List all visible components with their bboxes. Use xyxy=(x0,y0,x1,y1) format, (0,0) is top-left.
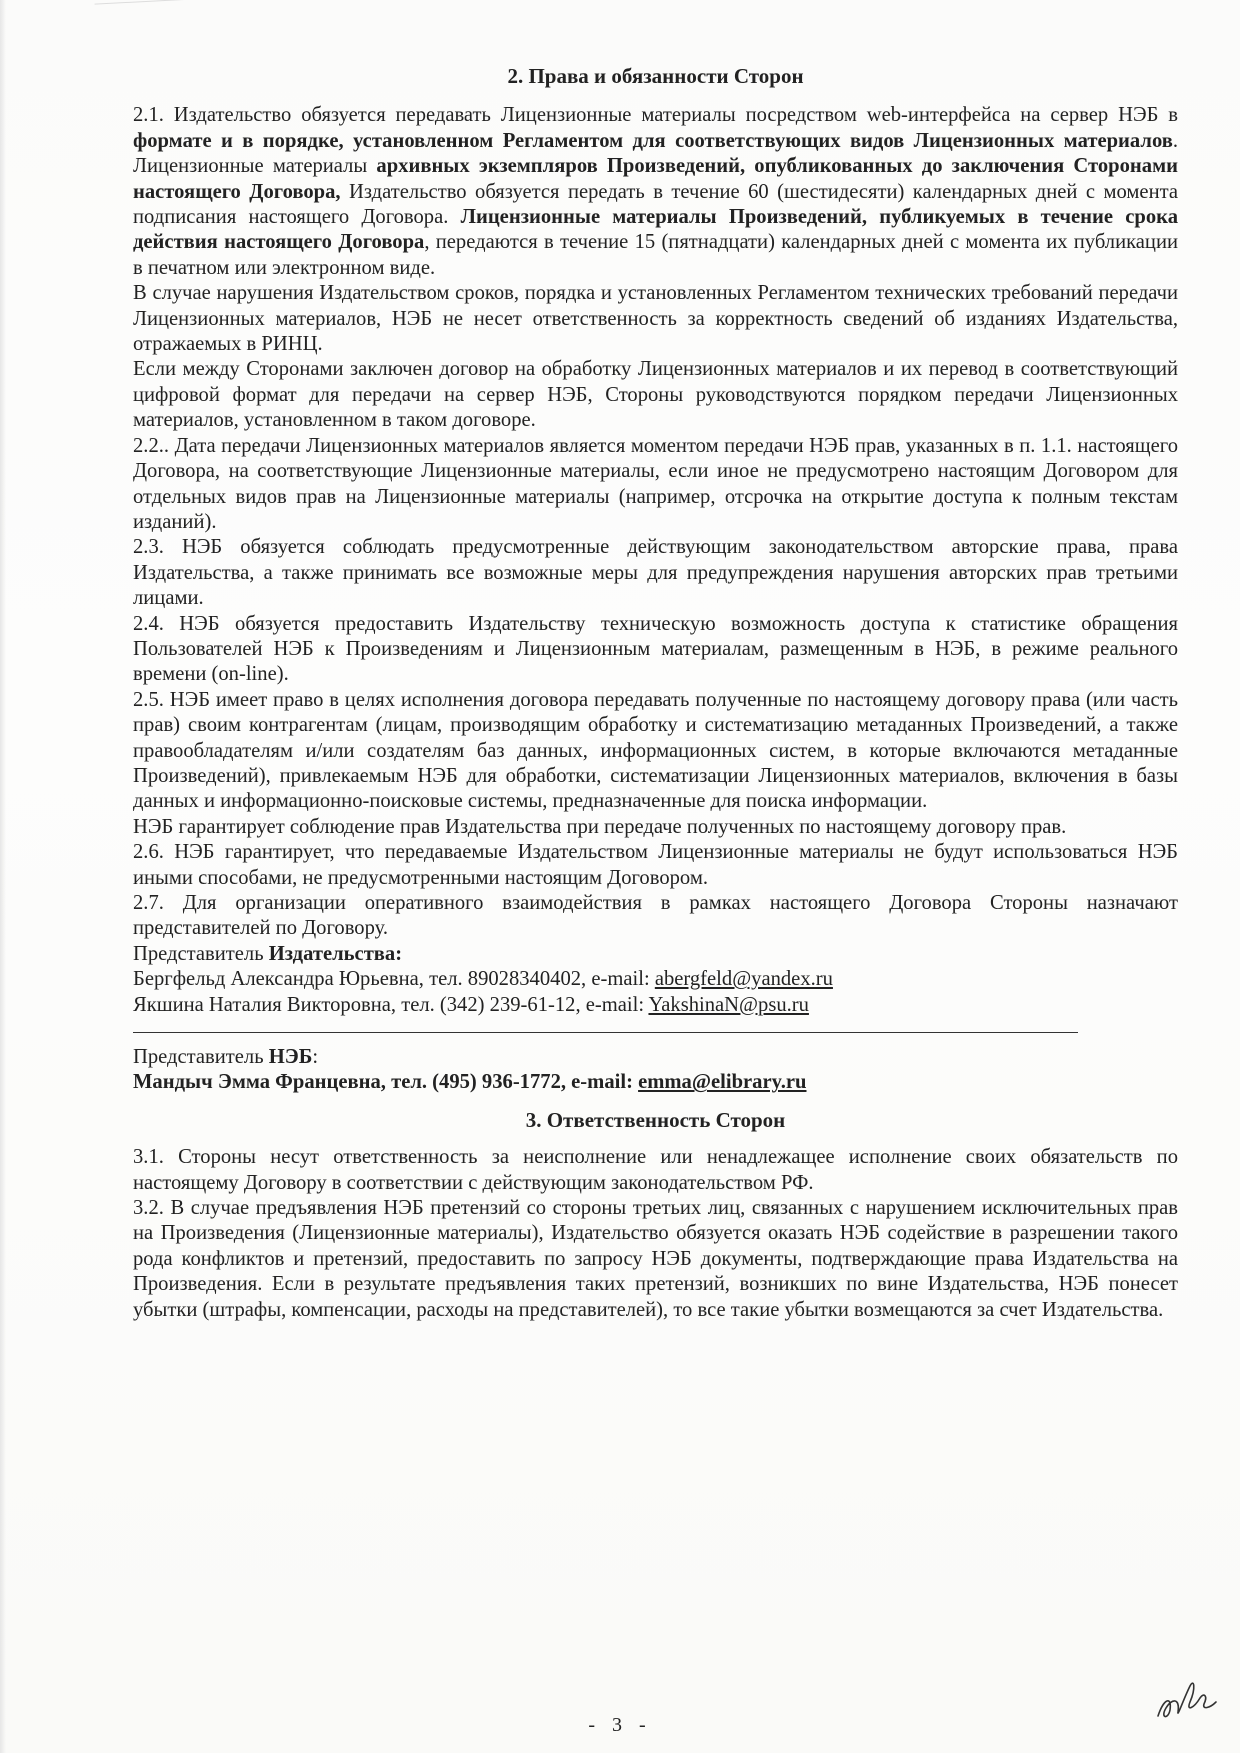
clause-2-2: 2.2.. Дата передачи Лицензионных материалов является моментом передачи НЭБ прав, указанных в п. 1.1. настоящего Договора, на соответствующие Лицензионные материалы, если иное не предусмотрено настоящим Договором для отдельных видов прав на Лицензионные материалы (например, отсрочка на открытие доступа к полным текстам изданий). xyxy=(133,434,1178,533)
neb-representative: Мандыч Эмма Францевна, тел. (495) 936-1772, e-mail: emma@elibrary.ru xyxy=(133,1071,807,1094)
publisher-representative-2: Якшина Наталия Викторовна, тел. (342) 239-61-12, e-mail: YakshinaN@psu.ru xyxy=(133,993,809,1016)
clause-2-1-run: формате и в порядке, установленном Регламентом для соответствующих видов Лицензионных материалов xyxy=(133,129,1173,152)
clause-2-1-run: Издательство обязуется передать в течение 60 (шестидесяти) календарных дней с момента подписания настоящего Договора. xyxy=(133,180,1178,229)
page-fold-mark xyxy=(95,0,236,25)
clause-2-1-run: архивных экземпляров Произведений, опубликованных до заключения Сторонами настоящего Договора, xyxy=(133,155,1178,203)
document-body xyxy=(133,58,1178,1323)
page-number: - 3 - xyxy=(588,1714,652,1736)
clause-2-1 xyxy=(133,103,1178,281)
clause-3-2: 3.2. В случае предъявления НЭБ претензий со стороны третьих лиц, связанных с нарушением исключительных прав на Произведения (Лицензионные материалы), Издательство обязуется оказать НЭБ содействие в разрешении такого рода конфликтов и претензий, предоставить по запросу НЭБ документы, подтверждающие права Издательства на Произведения. Если в результате предъявления таких претензий, возникших по вине Издательства, НЭБ понесет убытки (штрафы, компенсации, расходы на представителей), то все такие убытки возмещаются за счет Издательства. xyxy=(133,1197,1178,1321)
publisher-representative-label: Представитель Издательства: xyxy=(133,942,403,965)
clause-2-5: 2.5. НЭБ имеет право в целях исполнения договора передавать полученные по настоящему договору права (или часть прав) своим контрагентам (лицам, производящим обработку и систематизацию метаданных Произведений, а также правообладателям и/или создателям баз данных, информационных систем, в которые включаются метаданные Произведений), привлекаемым НЭБ для обработки, систематизации Лицензионных материалов, включения в базы данных и информационно-поисковые системы, предназначенные для поиска информации. xyxy=(133,688,1178,813)
clause-2-1-run: 2.1. Издательство обязуется передавать Лицензионные материалы посредством web-интерфейса на сервер НЭБ в xyxy=(133,104,1178,127)
clause-2-5-guarantee: НЭБ гарантирует соблюдение прав Издательства при передаче полученных по настоящему договору прав. xyxy=(133,815,1067,838)
section-3-heading: 3. Ответственность Сторон xyxy=(525,1107,786,1132)
clause-2-7: 2.7. Для организации оперативного взаимодействия в рамках настоящего Договора Стороны назначают представителей по Договору. xyxy=(133,892,1178,940)
clause-2-1-processing-contract: Если между Сторонами заключен договор на обработку Лицензионных материалов и их перевод в соответствующий цифровой формат для передачи на сервер НЭБ, Стороны руководствуются порядком передачи Лицензионных материалов, установленном в таком договоре. xyxy=(133,358,1178,432)
publisher-representative-1: Бергфельд Александра Юрьевна, тел. 89028340402, e-mail: abergfeld@yandex.ru xyxy=(133,968,833,991)
section-2-heading: 2. Права и обязанности Сторон xyxy=(507,64,804,88)
clause-2-1-run: , передаются в течение 15 (пятнадцати) календарных дней с момента их публикации в печатном или электронном виде. xyxy=(133,231,1178,279)
email-link-yakshina[interactable]: YakshinaN@psu.ru xyxy=(648,993,809,1016)
email-link-emma[interactable]: emma@elibrary.ru xyxy=(638,1071,807,1094)
clause-2-4: 2.4. НЭБ обязуется предоставить Издательству техническую возможность доступа к статистике обращения Пользователей НЭБ к Произведениям и Лицензионным материалам, размещенным в НЭБ, в режиме реального времени (on-line). xyxy=(133,612,1178,686)
clause-2-1-run: Лицензионные материалы Произведений, публикуемых в течение срока действия настоящего Договора xyxy=(133,206,1178,254)
email-link-abergfeld[interactable]: abergfeld@yandex.ru xyxy=(654,968,833,991)
neb-representative-label: Представитель НЭБ: xyxy=(133,1046,319,1069)
clause-3-1: 3.1. Стороны несут ответственность за неисполнение или ненадлежащее исполнение своих обязательств по настоящему Договору в соответствии с действующим законодательством РФ. xyxy=(133,1146,1178,1194)
clause-2-6: 2.6. НЭБ гарантирует, что передаваемые Издательством Лицензионные материалы не будут использоваться НЭБ иными способами, не предусмотренными настоящим Договором. xyxy=(133,841,1178,889)
clause-2-1-violation: В случае нарушения Издательством сроков, порядка и установленных Регламентом технических требований передачи Лицензионных материалов, НЭБ не несет ответственность за корректность сведений об изданиях Издательства, отражаемых в РИНЦ. xyxy=(133,282,1178,356)
clause-2-1-run: . Лицензионные материалы xyxy=(133,129,1178,178)
clause-2-3: 2.3. НЭБ обязуется соблюдать предусмотренные действующим законодательством авторские права, права Издательства, а также принимать все возможные меры для предупреждения нарушения авторских прав третьими лицами. xyxy=(133,536,1178,610)
handwritten-initials-signature xyxy=(1150,1668,1220,1728)
page-edge-shadow xyxy=(0,0,6,1753)
separator-line xyxy=(133,1032,1078,1033)
